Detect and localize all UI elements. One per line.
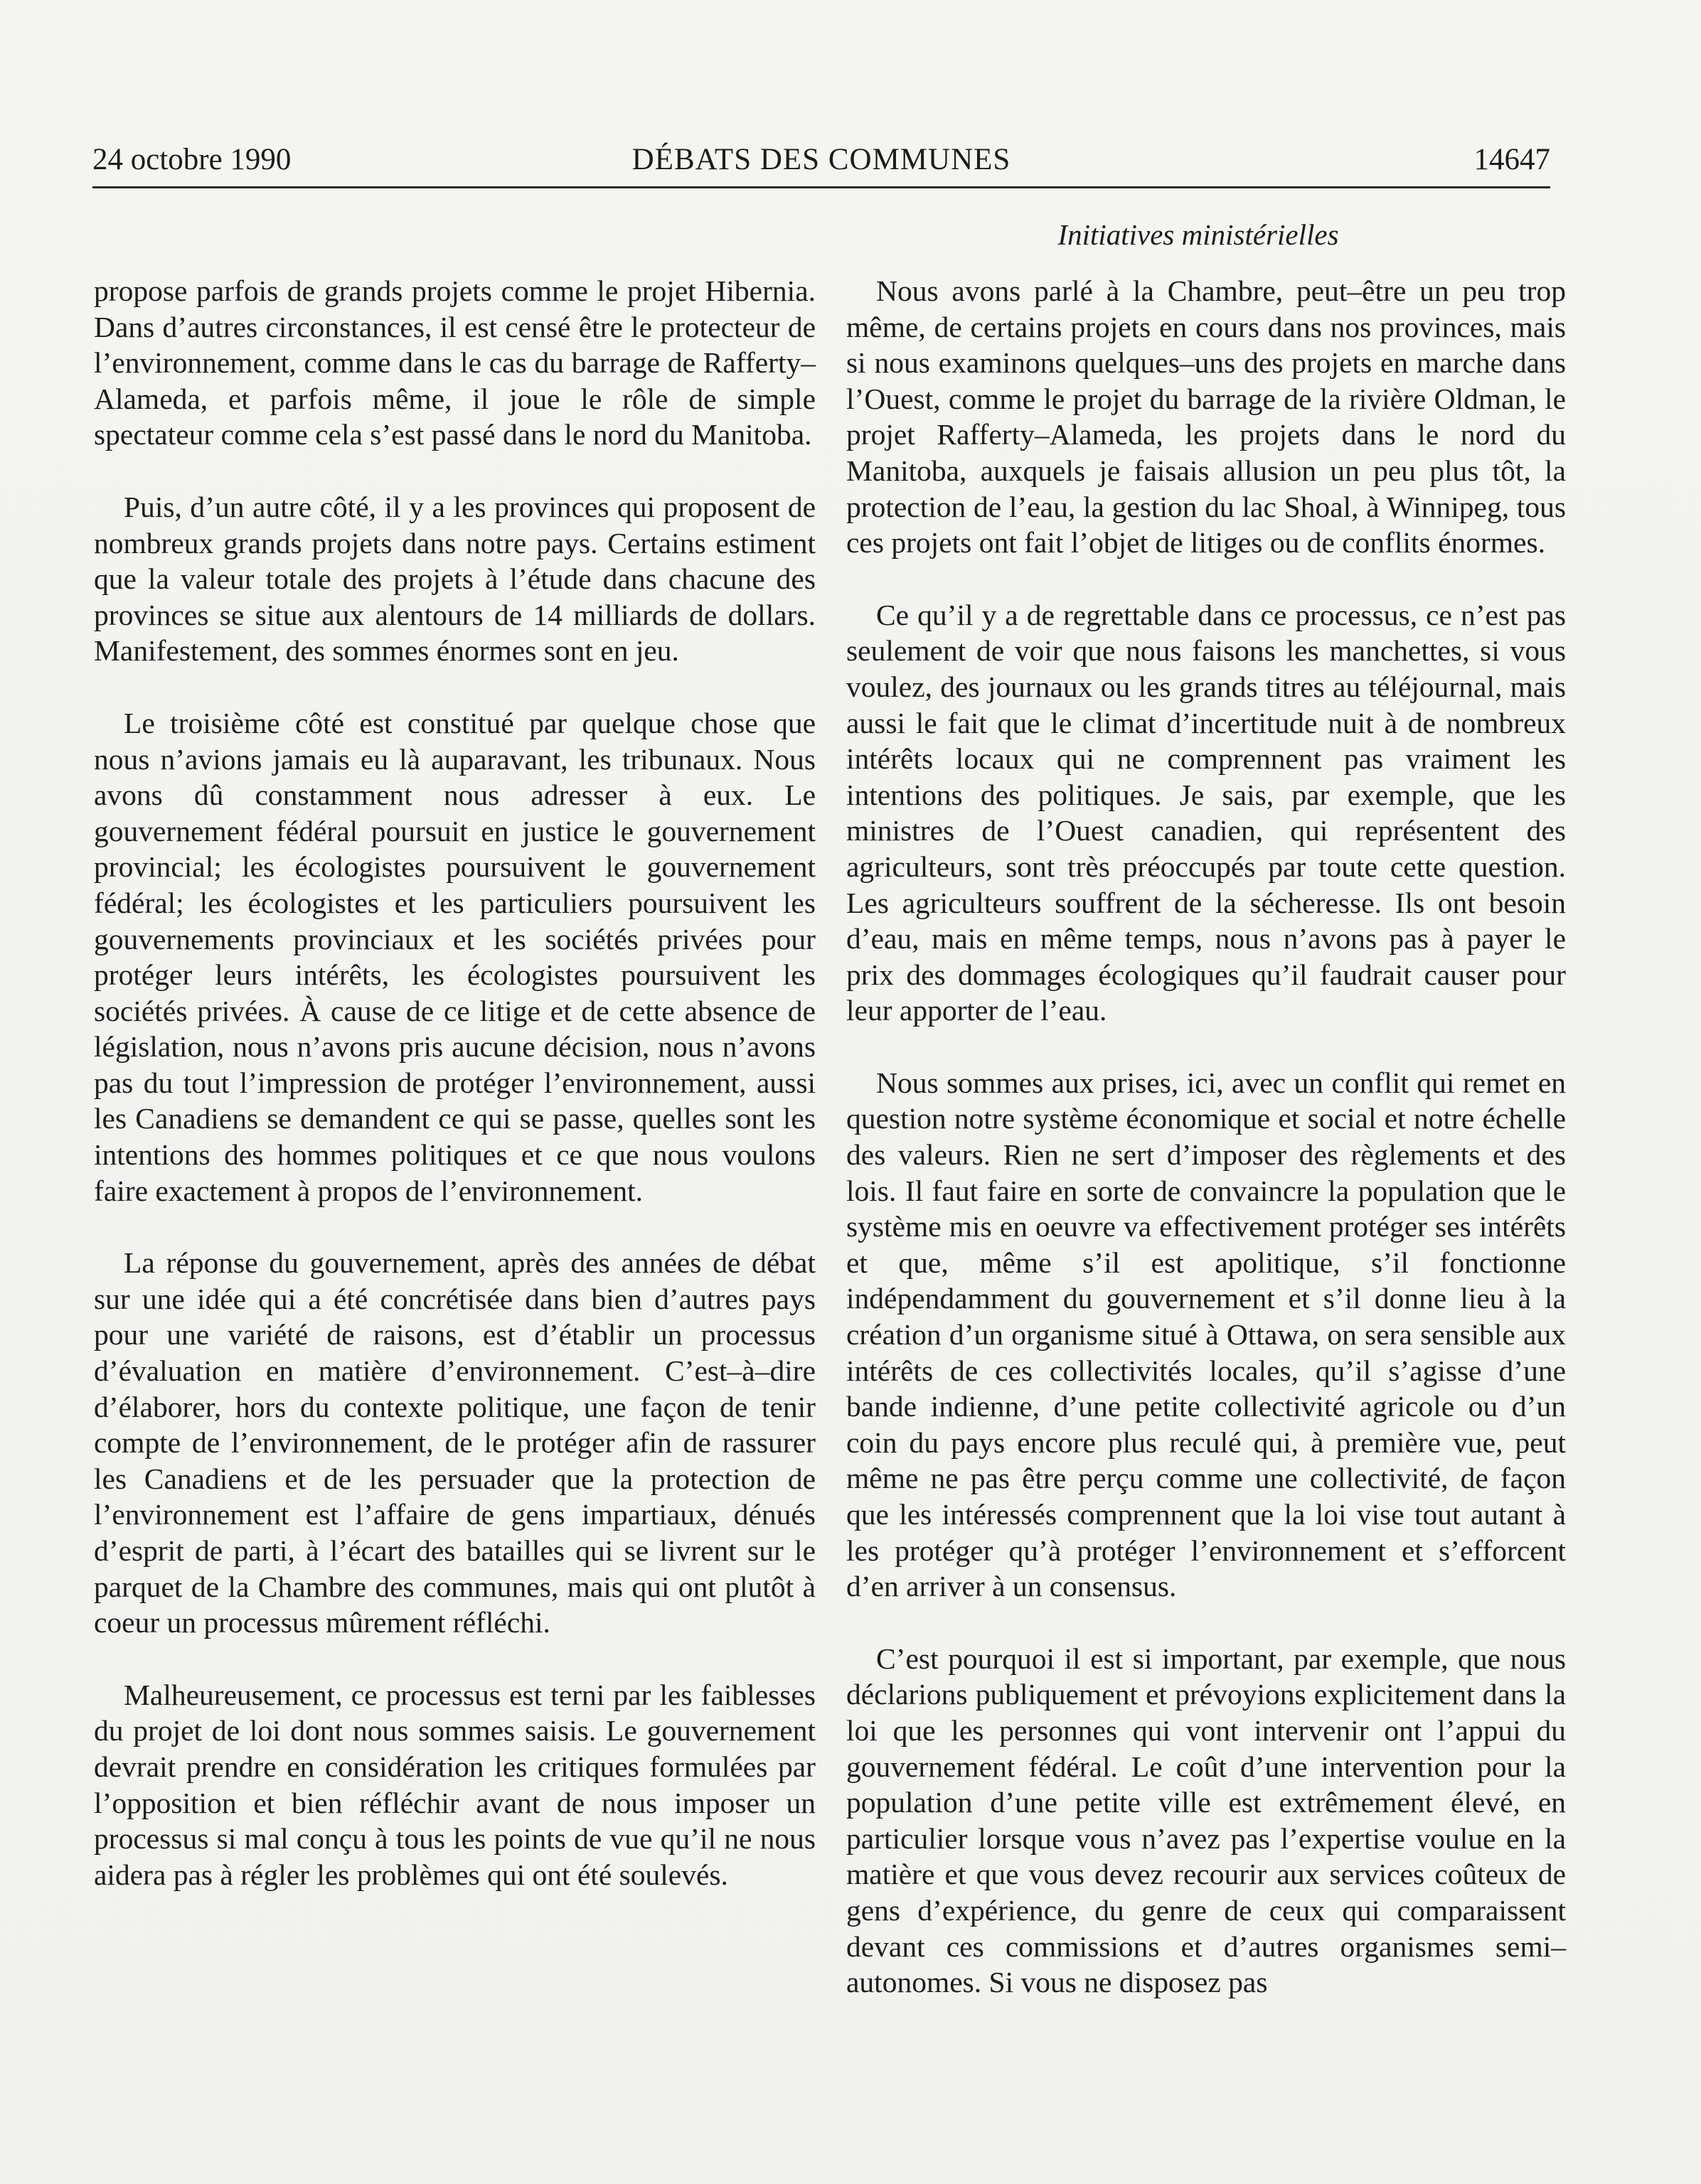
paragraph: Malheureusement, ce processus est terni par les faiblesses du projet de loi dont nous sommes saisis. Le gouvernement devrait prendre en considération les critiques formulées par l’opposition et bien réfléchir avant de nous imposer un processus si mal conçu à tous les points de vue qu’il ne nous aidera pas à régler les problèmes qui ont été soulevés. (94, 1678, 816, 1891)
paragraph: Le troisième côté est constitué par quelque chose que nous n’avions jamais eu là auparavant, les tribunaux. Nous avons dû constamment nous adresser à eux. Le gouvernement fédéral poursuit en justice le gouvernement provincial; les écologistes poursuivent le gouvernement fédéral; les écologistes et les particuliers poursuivent les gouvernements provinciaux et les sociétés privées pour protéger leurs intérêts, les écologistes poursuivent les sociétés privées. À cause de ce litige et de cette absence de législation, nous n’avons pris aucune décision, nous n’avons pas du tout l’impression de protéger l’environnement, aussi les Canadiens se demandent ce qui se passe, quelles sont les intentions des hommes politiques et ce que nous voulons faire exactement à propos de l’environnement. (94, 706, 816, 1207)
paragraph: La réponse du gouvernement, après des années de débat sur une idée qui a été concrétisée dans bien d’autres pays pour une variété de raisons, est d’établir un processus d’évaluation en matière d’environnement. C’est–à–dire d’élaborer, hors du contexte politique, une façon de tenir compte de l’environnement, de le protéger afin de rassurer les Canadiens et de les persuader que la protection de l’environnement est l’affaire de gens impartiaux, dénués d’esprit de parti, à l’écart des batailles qui se livrent sur le parquet de la Chambre des communes, mais qui ont plutôt à coeur un processus mûrement réfléchi. (94, 1246, 816, 1639)
paragraph: C’est pourquoi il est si important, par exemple, que nous déclarions publiquement et prévoyions explicitement dans la loi que les personnes qui vont intervenir ont l’appui du gouvernement fédéral. Le coût d’une intervention pour la population d’une petite ville est extrêmement élevé, en particulier lorsque vous n’avez pas l’expertise voulue en la matière et que vous devez recourir aux services coûteux de gens d’expérience, du genre de ceux qui comparaissent devant ces commissions et d’autres organismes semi–autonomes. Si vous ne disposez pas (846, 1642, 1566, 1999)
paragraph: Nous avons parlé à la Chambre, peut–être un peu trop même, de certains projets en cours dans nos provinces, mais si nous examinons quelques–uns des projets en marche dans l’Ouest, comme le projet du barrage de la rivière Oldman, le projet Rafferty–Alameda, les projets dans le nord du Manitoba, auxquels je faisais allusion un peu plus tôt, la protection de l’eau, la gestion du lac Shoal, à Winnipeg, tous ces projets ont fait l’objet de litiges ou de conflits énormes. (846, 274, 1566, 560)
running-header (92, 142, 1550, 185)
header-title: DÉBATS DES COMMUNES (631, 143, 1011, 176)
header-rule (92, 186, 1550, 188)
paragraph: Nous sommes aux prises, ici, avec un conflit qui remet en question notre système économique et social et notre échelle des valeurs. Rien ne sert d’imposer des règlements et des lois. Il faut faire en sorte de convaincre la population que le système mis en oeuvre va effectivement protéger ses intérêts et que, même s’il est apolitique, s’il fonctionne indépendamment du gouvernement et s’il donne lieu à la création d’un organisme situé à Ottawa, on sera sensible aux intérêts de ces collectivités locales, qu’il s’agisse d’une bande indienne, d’une petite collectivité agricole ou d’un coin du pays encore plus reculé qui, à première vue, peut même ne pas être perçu comme une collectivité, de façon que les intéressés comprennent que la loi vise tout autant à les protéger qu’à protéger l’environnement et s’efforcent d’en arriver à un consensus. (846, 1066, 1566, 1603)
paragraph: Ce qu’il y a de regrettable dans ce processus, ce n’est pas seulement de voir que nous faisons les manchettes, si vous voulez, des journaux ou les grands titres au téléjournal, mais aussi le fait que le climat d’incertitude nuit à de nombreux intérêts locaux qui ne comprennent pas vraiment les intentions des politiques. Je sais, par exemple, que les ministres de l’Ouest canadien, qui représentent des agriculteurs, sont très préoccupés par toute cette question. Les agriculteurs souffrent de la sécheresse. Ils ont besoin d’eau, mais en même temps, nous n’avons pas à payer le prix des dommages écologiques qu’il faudrait causer pour leur apporter de l’eau. (846, 598, 1566, 1027)
section-heading: Initiatives ministérielles (1057, 218, 1339, 251)
header-date: 24 octobre 1990 (92, 143, 292, 176)
right-column (846, 273, 1566, 2037)
page-number: 14647 (1473, 143, 1550, 176)
paragraph: propose parfois de grands projets comme le projet Hibernia. Dans d’autres circonstances, il est censé être le protecteur de l’environnement, comme dans le cas du barrage de Rafferty–Alameda, et parfois même, il joue le rôle de simple spectateur comme cela s’est passé dans le nord du Manitoba. (94, 274, 816, 451)
paragraph: Puis, d’un autre côté, il y a les provinces qui proposent de nombreux grands projets dans notre pays. Certains estiment que la valeur totale des projets à l’étude dans chacune des provinces se situe aux alentours de 14 milliards de dollars. Manifestement, des sommes énormes sont en jeu. (94, 490, 816, 668)
left-column (94, 273, 816, 1929)
